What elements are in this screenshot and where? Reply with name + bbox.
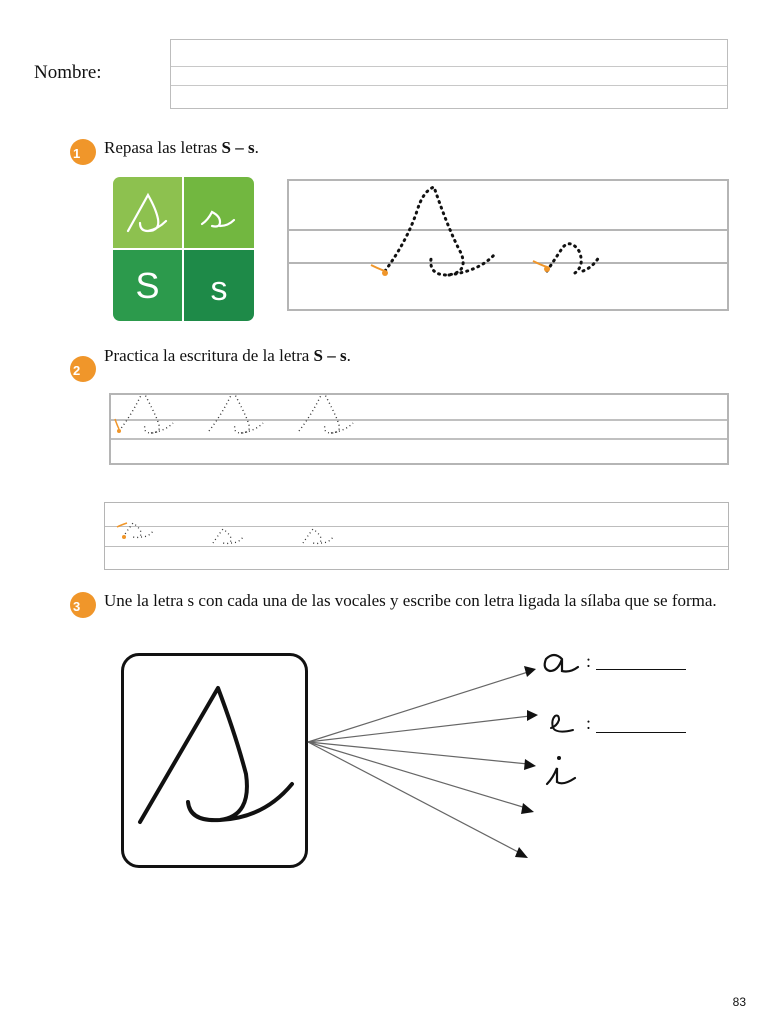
- tile-print-lowercase: s: [184, 250, 254, 321]
- exercise-2-badge: 2: [70, 356, 96, 382]
- instruction-period: .: [254, 138, 259, 157]
- arrow-to-o: [308, 742, 526, 808]
- arrow-to-a: [308, 672, 528, 742]
- vowel-a-colon: :: [586, 651, 592, 671]
- practice-area-uppercase[interactable]: [109, 393, 729, 465]
- arrow-to-i: [308, 742, 528, 764]
- instruction-letters: S – s: [221, 138, 255, 157]
- vowel-row-i: [545, 752, 585, 792]
- exercise-3-instruction: Une la letra s con cada una de las vocales y escribe con letra ligada la sílaba que se forma.: [104, 591, 717, 610]
- exercise-1-badge: 1: [70, 139, 96, 165]
- vowel-row-e: [547, 708, 737, 748]
- guide-line: [171, 66, 727, 67]
- instruction-text: Repasa las letras: [104, 138, 222, 157]
- page-number: 83: [732, 995, 746, 1009]
- arrow-to-u: [308, 742, 522, 854]
- vowel-e-colon: :: [586, 713, 592, 733]
- instruction-period: .: [346, 346, 351, 365]
- connector-arrows: [300, 650, 550, 865]
- syllable-answer-line-e[interactable]: [596, 732, 686, 733]
- vowel-row-a: [540, 645, 730, 685]
- guide-line: [171, 85, 727, 86]
- dotted-uppercase-row: [111, 395, 727, 463]
- dotted-letters-guide: [289, 181, 727, 309]
- arrow-to-e: [308, 716, 530, 742]
- syllable-answer-line-a[interactable]: [596, 669, 686, 670]
- cursive-e-glyph: [547, 708, 581, 738]
- instruction-letters: S – s: [313, 346, 347, 365]
- exercise-3-badge: 3: [70, 592, 96, 618]
- tile-cursive-lowercase: [184, 177, 254, 248]
- cursive-i-glyph: [545, 752, 579, 790]
- exercise-2-instruction: [104, 347, 351, 364]
- instruction-text: Practica la escritura de la letra: [104, 346, 314, 365]
- tracing-area-1[interactable]: [287, 179, 729, 311]
- cursive-lowercase-s-glyph: [194, 188, 244, 238]
- letter-tiles: [113, 177, 254, 321]
- exercise-1-instruction: [104, 139, 259, 156]
- tile-cursive-uppercase: [113, 177, 182, 248]
- name-label: Nombre:: [34, 62, 102, 83]
- cursive-s-large-glyph: [124, 656, 305, 865]
- name-field[interactable]: [170, 39, 728, 109]
- practice-area-lowercase[interactable]: [104, 502, 729, 570]
- cursive-a-glyph: [540, 647, 582, 679]
- cursive-s-card: [121, 653, 308, 868]
- tile-print-uppercase: S: [113, 250, 182, 321]
- dotted-lowercase-row: [105, 503, 728, 569]
- cursive-uppercase-s-glyph: [118, 183, 178, 243]
